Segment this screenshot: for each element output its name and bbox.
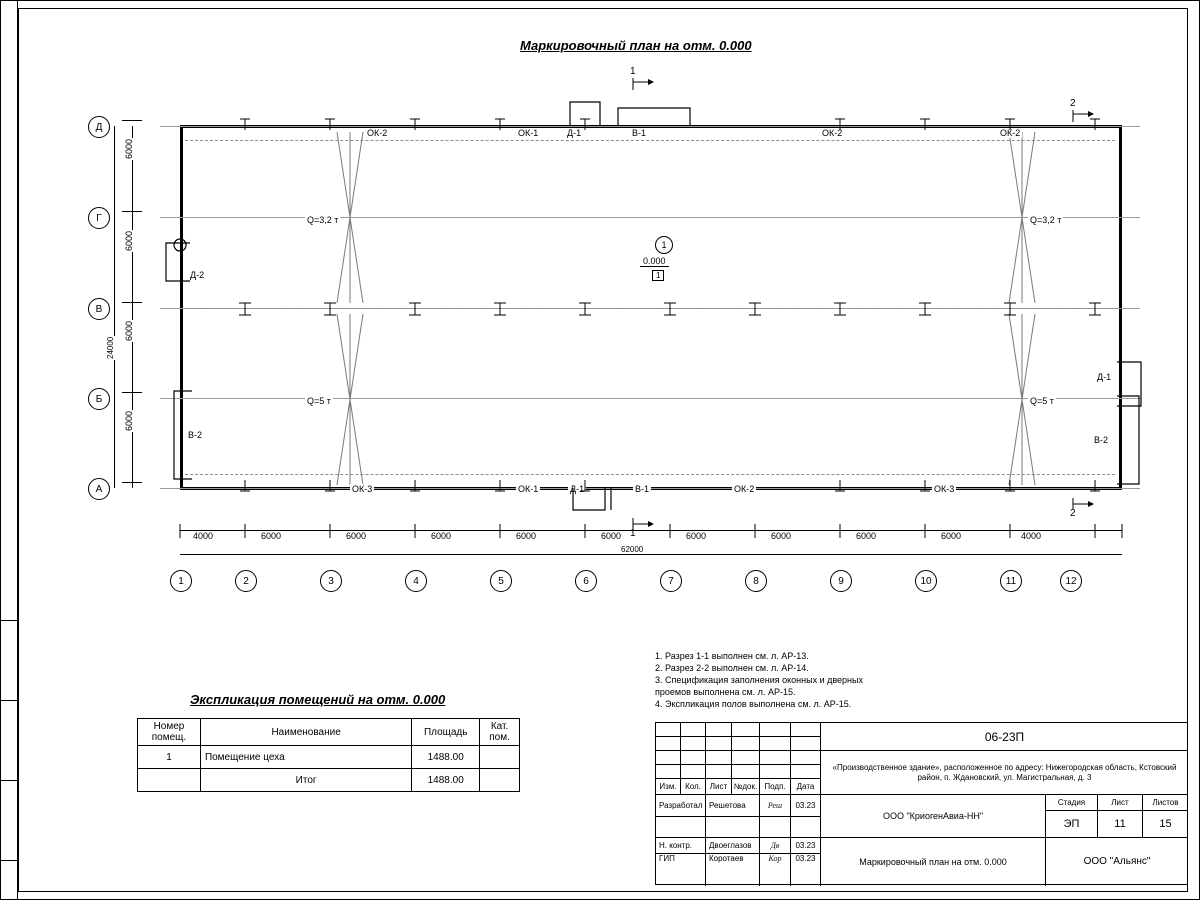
rev-cell (681, 751, 706, 765)
rev-cell (706, 765, 732, 779)
table-row (138, 746, 520, 769)
strip-divider (0, 780, 18, 781)
column-row-bottom (180, 478, 1122, 492)
dashed-line (185, 474, 1115, 475)
table-row (138, 769, 520, 792)
section-arrow-1-bottom (632, 516, 654, 530)
lists-header: Листов (1143, 795, 1188, 811)
strip-divider (0, 620, 18, 621)
opening-label-top-3: Д-1 (567, 128, 582, 138)
hdim-7: 6000 (686, 531, 707, 541)
stamp-date-3: 03.23 (791, 854, 821, 886)
opening-label-bottom-1: ОК-3 (352, 484, 373, 494)
floor-plan (60, 60, 1140, 620)
stamp-date-empty (791, 817, 821, 838)
axis-bubble-d: Д (88, 116, 110, 138)
stamp-role-empty (656, 817, 706, 838)
note-5: 4. Экспликация полов выполнена см. л. АР-15. (655, 699, 852, 709)
stamp-col-podp: Подп. (760, 779, 791, 795)
section-mark-1-bottom: 1 (630, 528, 636, 539)
rev-cell (791, 765, 821, 779)
stamp-col-kol: Кол. (681, 779, 706, 795)
stamp-name-empty (706, 817, 760, 838)
col-name: Наименование (200, 719, 411, 746)
opening-label-left-2: В-2 (188, 430, 203, 440)
notes-block (655, 650, 863, 710)
sheet-title: Маркировочный план на отм. 0.000 (821, 838, 1046, 886)
rev-cell (706, 751, 732, 765)
section-arrow-2-top (1072, 110, 1094, 124)
opening-label-top-1: ОК-2 (367, 128, 388, 138)
axis-bubble-3: 3 (320, 570, 342, 592)
vdim-4: 6000 (124, 410, 134, 431)
hdim-8: 6000 (771, 531, 792, 541)
rev-cell (681, 737, 706, 751)
rev-cell (760, 737, 791, 751)
rev-cell (791, 751, 821, 765)
hdim-total: 62000 (621, 545, 644, 554)
cell-name: Помещение цеха (200, 746, 411, 769)
project-code: 06-23П (821, 723, 1188, 751)
axis-bubble-b: Б (88, 388, 110, 410)
stamp-role-3: ГИП (656, 854, 706, 886)
crane-label: Q=3,2 т (307, 215, 339, 225)
stamp-name-2: Двоеглазов (706, 838, 760, 854)
opening-label-bottom-2: ОК-1 (518, 484, 539, 494)
opening-label-top-5: ОК-2 (822, 128, 843, 138)
vdim-line (132, 126, 133, 488)
rev-cell (732, 723, 760, 737)
cell-area: 1488.00 (412, 746, 480, 769)
hdim-3: 6000 (346, 531, 367, 541)
opening-label-bottom-3: Д-1 (570, 484, 585, 494)
opening-label-top-2: ОК-1 (518, 128, 539, 138)
page-title: Маркировочный план на отм. 0.000 (520, 38, 752, 53)
elevation-sub: 1 (652, 270, 664, 281)
stamp-name-3: Коротаев (706, 854, 760, 886)
list-header: Лист (1098, 795, 1143, 811)
stamp-role-2: Н. контр. (656, 838, 706, 854)
stamp-sign-empty (760, 817, 791, 838)
stamp-col-list: Лист (706, 779, 732, 795)
door-left-d2 (152, 235, 192, 300)
builder-org: ООО "Альянс" (1083, 856, 1151, 867)
section-mark-2-bottom: 2 (1070, 508, 1076, 519)
stamp-date-1: 03.23 (791, 795, 821, 817)
cell-number: 1 (138, 746, 201, 769)
axis-bubble-12: 12 (1060, 570, 1082, 592)
rev-cell (656, 751, 681, 765)
object-description: «Производственное здание», расположенное по адресу: Нижегородская область, Кстовский район, п. Ждановский, ул. Магистральная, д. 3 (821, 751, 1188, 795)
hdim-2: 6000 (261, 531, 282, 541)
title-block (655, 722, 1188, 885)
col-category: Кат. пом. (480, 719, 520, 746)
stamp-col-izm: Изм. (656, 779, 681, 795)
stamp-name-1: Решетова (706, 795, 760, 817)
vdim-total: 24000 (106, 336, 115, 359)
hdim-6: 6000 (601, 531, 622, 541)
rev-cell (760, 765, 791, 779)
axis-bubble-7: 7 (660, 570, 682, 592)
hdim-4: 6000 (431, 531, 452, 541)
axis-bubble-2: 2 (235, 570, 257, 592)
lists-value: 15 (1143, 811, 1188, 838)
rev-cell (732, 765, 760, 779)
opening-label-bottom-6: ОК-3 (934, 484, 955, 494)
stamp-col-data: Дата (791, 779, 821, 795)
entrance-porch-bottom (565, 488, 645, 518)
stamp-sign-2: Дв (760, 838, 791, 854)
col-number: Номер помещ. (138, 719, 201, 746)
stamp-date-2: 03.23 (791, 838, 821, 854)
vdim-total-line (114, 126, 115, 488)
col-area: Площадь (412, 719, 480, 746)
hdim-10: 6000 (941, 531, 962, 541)
elevation-value: 0.000 (640, 256, 669, 267)
section-arrow-1-top (632, 78, 654, 92)
stage-header: Стадия (1046, 795, 1098, 811)
note-1: 1. Разрез 1-1 выполнен см. л. АР-13. (655, 651, 809, 661)
rev-cell (706, 723, 732, 737)
explication-table (137, 718, 520, 792)
stamp-role-1: Разработал (656, 795, 706, 817)
axis-bubble-a: А (88, 478, 110, 500)
rev-cell (791, 737, 821, 751)
vdim-3: 6000 (124, 320, 134, 341)
axis-bubble-v: В (88, 298, 110, 320)
opening-label-top-6: ОК-2 (1000, 128, 1021, 138)
strip-divider (0, 860, 18, 861)
column-row-v (180, 300, 1122, 318)
hdim-total-line (180, 554, 1122, 555)
crane-label: Q=5 т (1030, 396, 1054, 406)
axis-bubble-1: 1 (170, 570, 192, 592)
axis-bubble-9: 9 (830, 570, 852, 592)
rev-cell (732, 751, 760, 765)
opening-label-right-1: Д-1 (1097, 372, 1112, 382)
sheet-left-strip (0, 0, 18, 900)
section-mark-1-top: 1 (630, 66, 636, 77)
axis-bubble-8: 8 (745, 570, 767, 592)
note-3: 3. Спецификация заполнения оконных и дверных (655, 675, 863, 685)
explication-title: Экспликация помещений на отм. 0.000 (190, 692, 446, 707)
opening-label-right-2: В-2 (1094, 435, 1109, 445)
designer-org: ООО "КриогенАвиа-НН" (821, 795, 1046, 838)
vdim-1: 6000 (124, 138, 134, 159)
rev-cell (681, 723, 706, 737)
rev-cell (681, 765, 706, 779)
rev-cell (760, 751, 791, 765)
stamp-sign-1: Реш (760, 795, 791, 817)
section-mark-2-top: 2 (1070, 98, 1076, 109)
cell-category (480, 746, 520, 769)
axis-bubble-10: 10 (915, 570, 937, 592)
list-value: 11 (1098, 811, 1143, 838)
axis-bubble-4: 4 (405, 570, 427, 592)
opening-label-left-1: Д-2 (190, 270, 205, 280)
column-row-top (180, 118, 1122, 132)
section-arrow-2-bottom (1072, 496, 1094, 510)
rev-cell (656, 737, 681, 751)
crane-label: Q=3,2 т (1030, 215, 1062, 225)
stamp-sign-3: Кор (760, 854, 791, 886)
rev-cell (732, 737, 760, 751)
hdim-5: 6000 (516, 531, 537, 541)
cell-category (480, 769, 520, 792)
cell-name: Итог (200, 769, 411, 792)
crane-brace-left-bottom (335, 312, 365, 487)
stamp-col-ndok: №док. (732, 779, 760, 795)
rev-cell (706, 737, 732, 751)
opening-label-bottom-4: В-1 (635, 484, 650, 494)
opening-label-top-4: В-1 (632, 128, 647, 138)
opening-label-bottom-5: ОК-2 (734, 484, 755, 494)
dashed-line (185, 140, 1115, 141)
axis-bubble-6: 6 (575, 570, 597, 592)
rev-cell (656, 723, 681, 737)
hdim-11: 4000 (1021, 531, 1042, 541)
table-header-row (138, 719, 520, 746)
stage-value: ЭП (1046, 811, 1098, 838)
hdim-1: 4000 (193, 531, 214, 541)
rev-cell (760, 723, 791, 737)
axis-bubble-5: 5 (490, 570, 512, 592)
axis-bubble-g: Г (88, 207, 110, 229)
axis-bubble-11: 11 (1000, 570, 1022, 592)
cell-number (138, 769, 201, 792)
gate-right-v2 (1115, 390, 1155, 490)
cell-area: 1488.00 (412, 769, 480, 792)
rev-cell (791, 723, 821, 737)
note-4: проемов выполнена см. л. АР-15. (655, 687, 796, 697)
strip-divider (0, 700, 18, 701)
elevation-bubble: 1 (655, 236, 673, 254)
crane-label: Q=5 т (307, 396, 331, 406)
note-2: 2. Разрез 2-2 выполнен см. л. АР-14. (655, 663, 809, 673)
vdim-2: 6000 (124, 230, 134, 251)
hdim-9: 6000 (856, 531, 877, 541)
rev-cell (656, 765, 681, 779)
